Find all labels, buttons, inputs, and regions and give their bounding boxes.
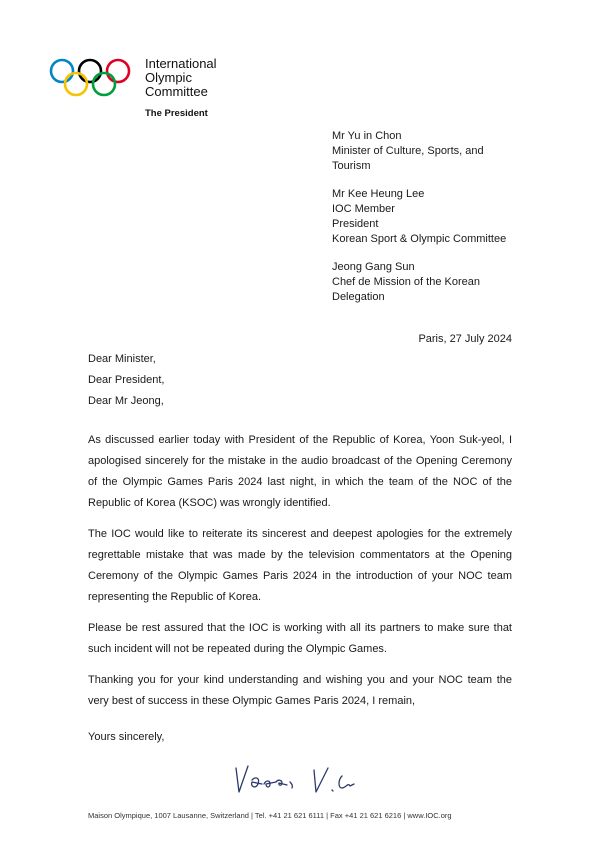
footer-address: Maison Olympique, 1007 Lausanne, Switzerland | Tel. +41 21 621 6111 | Fax +41 21 621 6216 | www.IOC.org [88,811,452,820]
ring-red [107,60,129,82]
recipient-line: Chef de Mission of the Korean [332,276,480,288]
org-name-line: International [145,56,217,71]
recipient-line: Delegation [332,291,385,303]
salutation-line: Dear Minister, [88,353,156,365]
recipient-line: Jeong Gang Sun [332,261,415,273]
ring-green [93,73,115,95]
ring-blue [51,60,73,82]
recipient-line: Mr Kee Heung Lee [332,188,425,200]
body-paragraph: Thanking you for your kind understanding and wishing you and your NOC team the very best of success in these Olympic Games Paris 2024, I remain, [88,674,512,707]
handwritten-signature [232,762,362,796]
salutation-block [88,349,164,412]
recipient-line: President [332,218,379,230]
recipient-line: Minister of Culture, Sports, and [332,145,484,157]
recipient-minister [332,129,506,174]
office-title: The President [145,108,208,119]
org-name-line: Committee [145,84,208,99]
letter-date: Paris, 27 July 2024 [418,333,512,345]
ring-black [79,60,101,82]
recipient-line: Tourism [332,160,371,172]
body-paragraph: Please be rest assured that the IOC is working with all its partners to make sure that such incident will not be repeated during the Olympic Games. [88,622,512,655]
olympic-rings-logo [48,58,132,98]
organization-name [145,57,217,99]
body-paragraph: The IOC would like to reiterate its sincerest and deepest apologies for the extremely regrettable mistake that was made by the television commentators at the Opening Ceremony of the Olympic Games Paris 2024 in the introduction of your NOC team representing the Republic of Korea. [88,528,512,603]
salutation-line: Dear President, [88,374,165,386]
recipient-chef-de-mission [332,260,506,305]
recipient-president [332,187,506,247]
salutation-line: Dear Mr Jeong, [88,395,164,407]
recipient-line: Korean Sport & Olympic Committee [332,233,507,245]
recipient-line: IOC Member [332,203,395,215]
recipient-block [332,129,506,318]
closing-line: Yours sincerely, [88,731,165,743]
recipient-line: Mr Yu in Chon [332,130,402,142]
body-paragraph: As discussed earlier today with President of the Republic of Korea, Yoon Suk-yeol, I apologised sincerely for the mistake in the audio broadcast of the Opening Ceremony of the Olympic Games Paris 2024 last night, in which the team of the NOC of the Republic of Korea (KSOC) was wrongly identified. [88,434,512,509]
letter-body [88,430,512,722]
org-name-line: Olympic [145,70,192,85]
ring-yellow [65,73,87,95]
